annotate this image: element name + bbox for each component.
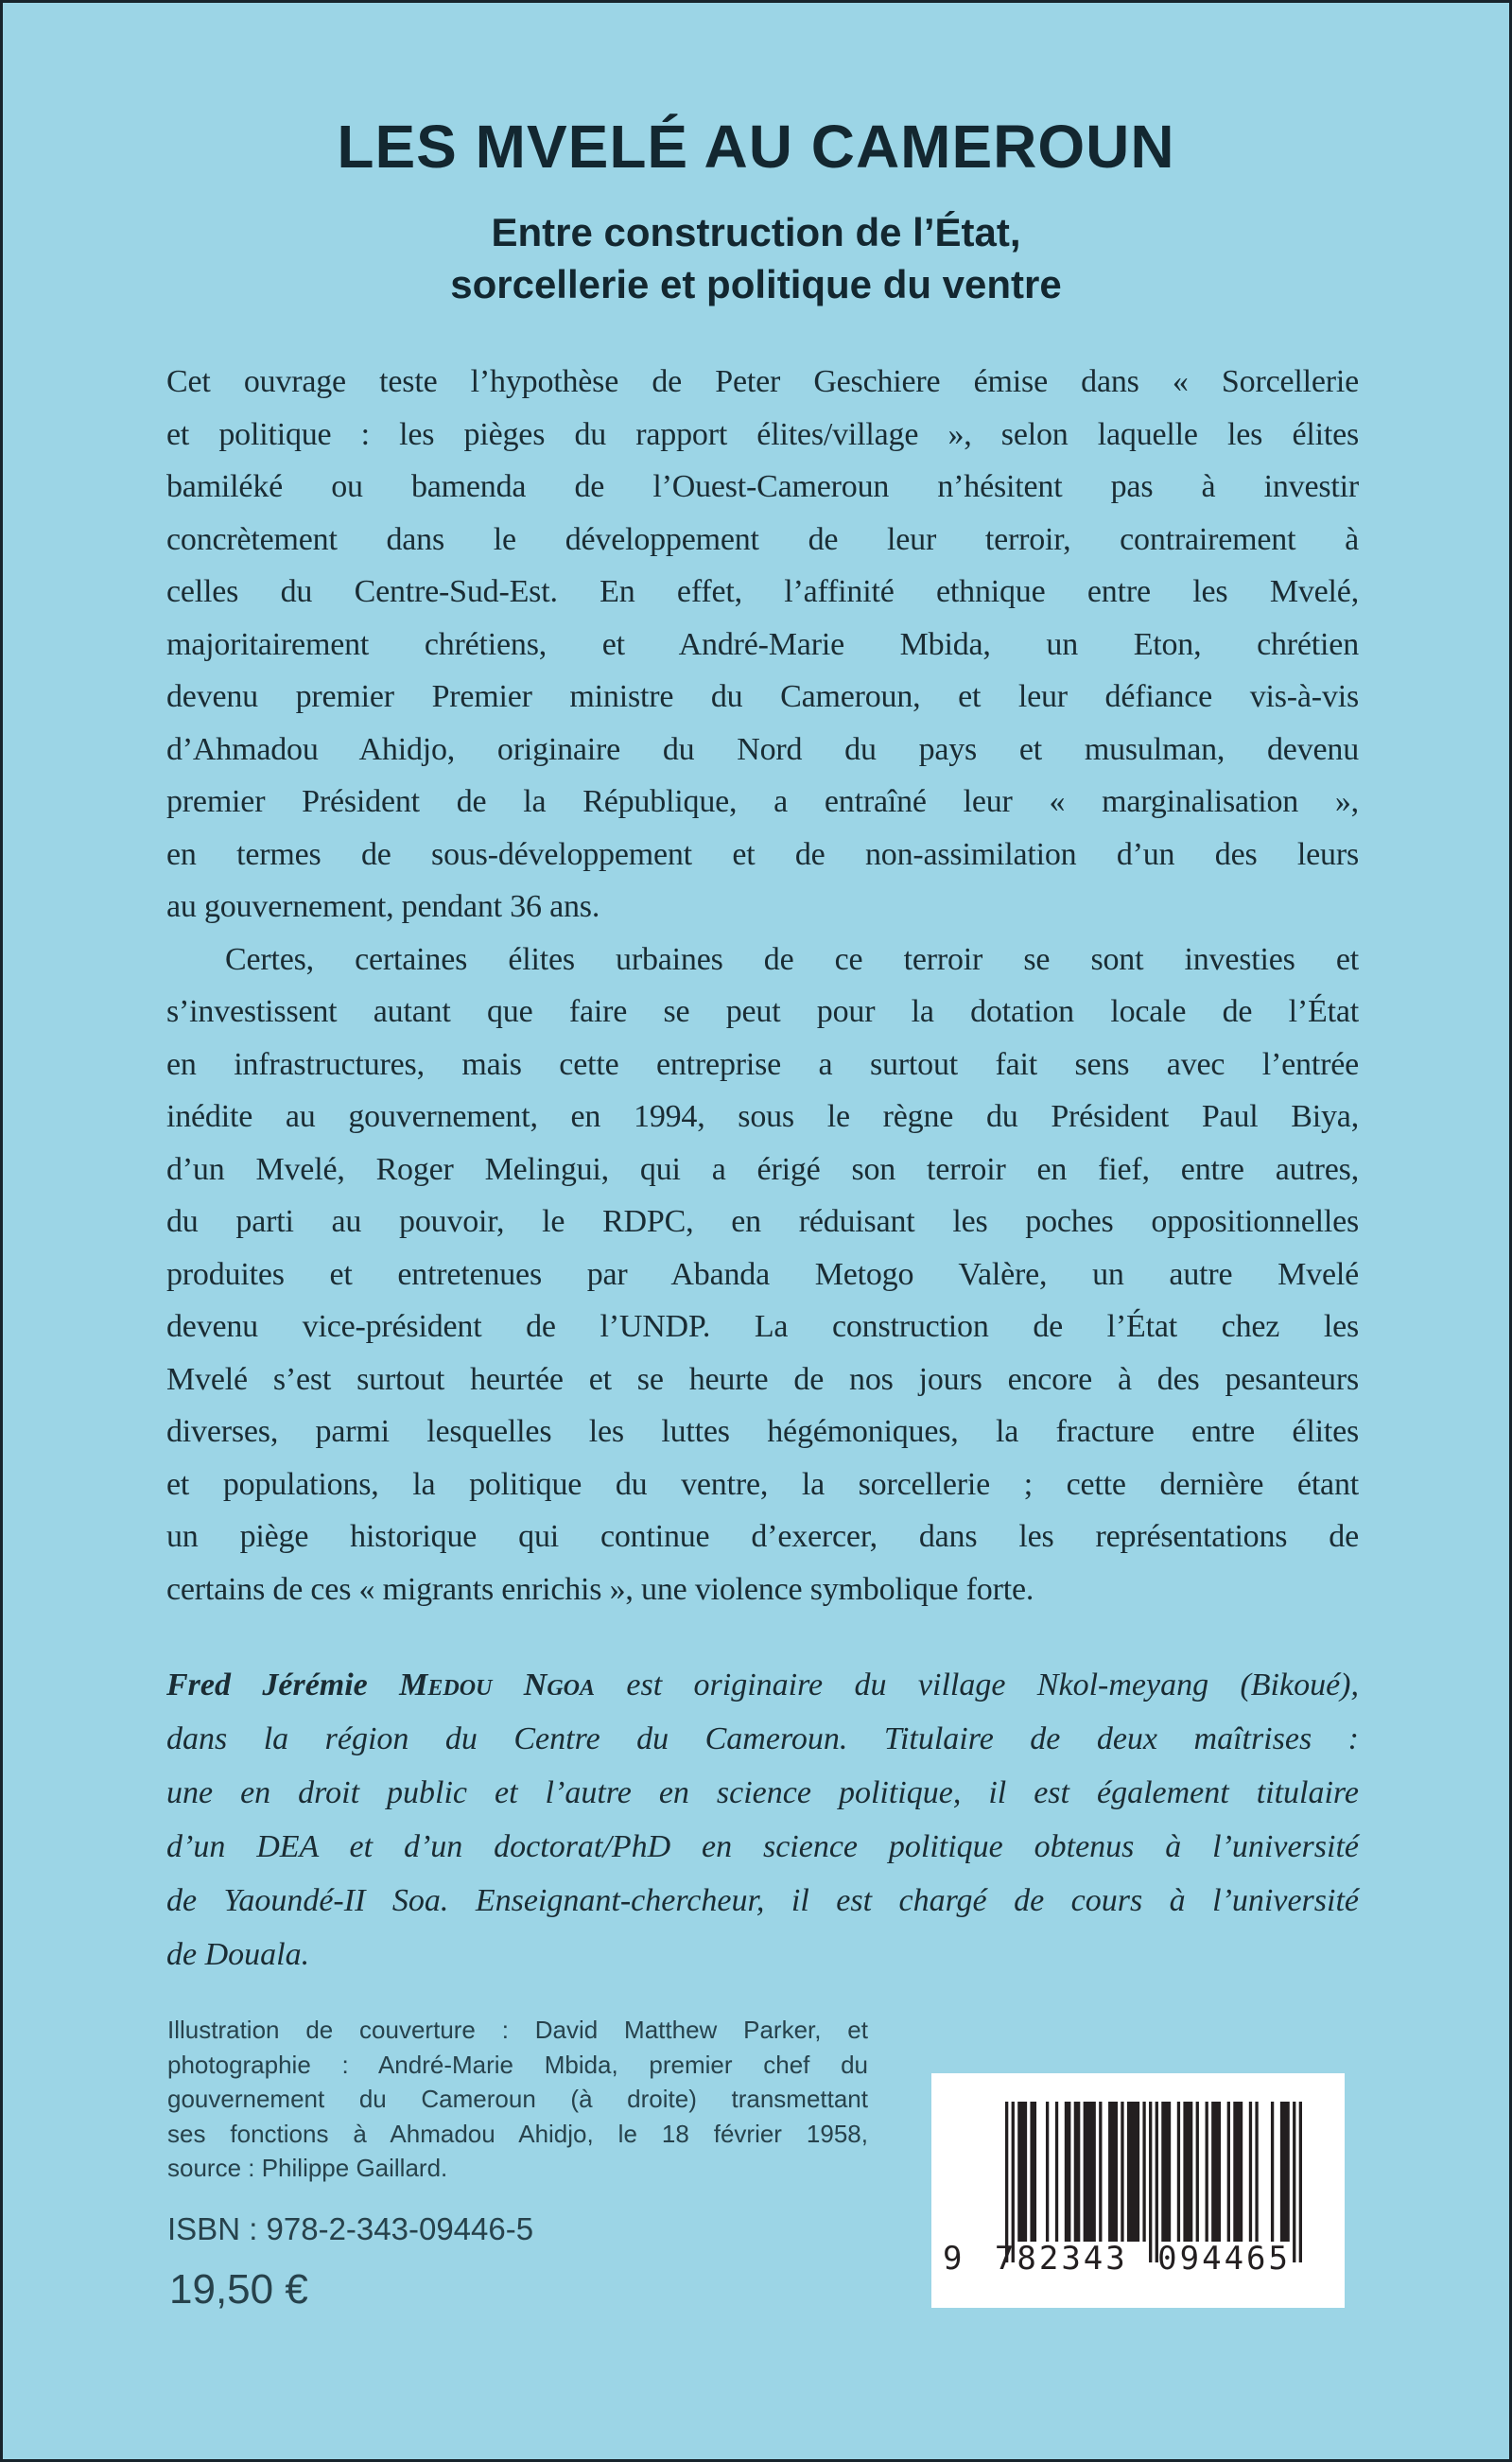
- barcode-digit-group2: 094465: [1157, 2240, 1291, 2278]
- text-line: de Douala.: [166, 1937, 310, 1972]
- synopsis-paragraph-1: [166, 356, 1359, 934]
- author-bio: [166, 1658, 1359, 1982]
- author-bio-first-line-rest: est originaire du village Nkol-meyang (Bikoué),: [595, 1668, 1359, 1702]
- ean13-barcode-icon: [1005, 2102, 1302, 2262]
- text-line: bamiléké ou bamenda de l’Ouest-Cameroun n’hésitent pas à investir: [166, 469, 1359, 504]
- text-line: Illustration de couverture : David Matthew Parker, et: [167, 2016, 868, 2044]
- text-line: Cet ouvrage teste l’hypothèse de Peter Geschiere émise dans « Sorcellerie: [166, 364, 1359, 399]
- text-line: Mvelé s’est surtout heurtée et se heurte de nos jours encore à des pesanteurs: [166, 1361, 1359, 1397]
- text-line: photographie : André-Marie Mbida, premier chef du: [167, 2050, 868, 2079]
- text-line: devenu premier Premier ministre du Cameroun, et leur défiance vis-à-vis: [166, 679, 1359, 714]
- text-line: une en droit public et l’autre en science politique, il est également titulaire: [166, 1775, 1359, 1810]
- author-surname: Medou Ngoa: [399, 1668, 595, 1702]
- text-line: d’un DEA et d’un doctorat/PhD en science politique obtenus à l’université: [166, 1829, 1359, 1864]
- synopsis: [166, 356, 1359, 1615]
- text-line: Certes, certaines élites urbaines de ce terroir se sont investies et: [225, 941, 1359, 977]
- barcode-digit-group1: 782343: [994, 2240, 1128, 2278]
- synopsis-paragraph-2: [166, 934, 1359, 1616]
- text-line: premier Président de la République, a entraîné leur « marginalisation »,: [166, 784, 1359, 819]
- barcode-digits: [943, 2240, 1291, 2278]
- cover-illustration-credit: [167, 2013, 868, 2186]
- text-line: de Yaoundé-II Soa. Enseignant-chercheur, il est chargé de cours à l’université: [166, 1883, 1359, 1918]
- text-line: s’investissent autant que faire se peut pour la dotation locale de l’État: [166, 994, 1359, 1029]
- text-line: produites et entretenues par Abanda Metogo Valère, un autre Mvelé: [166, 1256, 1359, 1292]
- text-line: Entre construction de l’État,: [491, 210, 1021, 254]
- text-line: d’Ahmadou Ahidjo, originaire du Nord du pays et musulman, devenu: [166, 731, 1359, 767]
- text-line: majoritairement chrétiens, et André-Marie Mbida, un Eton, chrétien: [166, 626, 1359, 662]
- text-line: concrètement dans le développement de leur terroir, contrairement à: [166, 521, 1359, 557]
- barcode-panel: [931, 2073, 1345, 2308]
- text-line: et populations, la politique du ventre, la sorcellerie ; cette dernière étant: [166, 1466, 1359, 1502]
- text-line: sorcellerie et politique du ventre: [450, 262, 1062, 306]
- text-line: celles du Centre-Sud-Est. En effet, l’affinité ethnique entre les Mvelé,: [166, 574, 1359, 609]
- isbn-label: ISBN : 978-2-343-09446-5: [167, 2211, 534, 2246]
- text-line: certains de ces « migrants enrichis », une violence symbolique forte.: [166, 1571, 1034, 1607]
- book-title: LES MVELÉ AU CAMEROUN: [337, 113, 1175, 181]
- book-subtitle: [0, 206, 1512, 310]
- text-line: du parti au pouvoir, le RDPC, en réduisant les poches oppositionnelles: [166, 1204, 1359, 1239]
- barcode-digit-left: 9: [943, 2240, 965, 2278]
- author-bio-first-line: [166, 1658, 1359, 1712]
- text-line: source : Philippe Gaillard.: [167, 2154, 448, 2182]
- text-line: un piège historique qui continue d’exercer, dans les représentations de: [166, 1519, 1359, 1554]
- text-line: d’un Mvelé, Roger Melingui, qui a érigé son terroir en fief, entre autres,: [166, 1151, 1359, 1187]
- text-line: et politique : les pièges du rapport élites/village », selon laquelle les élites: [166, 416, 1359, 452]
- text-line: en termes de sous-développement et de non-assimilation d’un des leurs: [166, 836, 1359, 872]
- text-line: devenu vice-président de l’UNDP. La construction de l’État chez les: [166, 1309, 1359, 1344]
- text-line: diverses, parmi lesquelles les luttes hégémoniques, la fracture entre élites: [166, 1414, 1359, 1449]
- text-line: au gouvernement, pendant 36 ans.: [166, 889, 600, 924]
- text-line: ses fonctions à Ahmadou Ahidjo, le 18 février 1958,: [167, 2119, 868, 2148]
- price-label: 19,50 €: [169, 2266, 308, 2313]
- author-bio-lines: [166, 1712, 1359, 1982]
- text-line: dans la région du Centre du Cameroun. Titulaire de deux maîtrises :: [166, 1721, 1359, 1756]
- text-line: inédite au gouvernement, en 1994, sous le règne du Président Paul Biya,: [166, 1099, 1359, 1134]
- text-line: en infrastructures, mais cette entreprise a surtout fait sens avec l’entrée: [166, 1046, 1359, 1082]
- text-line: gouvernement du Cameroun (à droite) transmettant: [167, 2085, 868, 2113]
- author-first-name: Fred Jérémie: [166, 1668, 400, 1702]
